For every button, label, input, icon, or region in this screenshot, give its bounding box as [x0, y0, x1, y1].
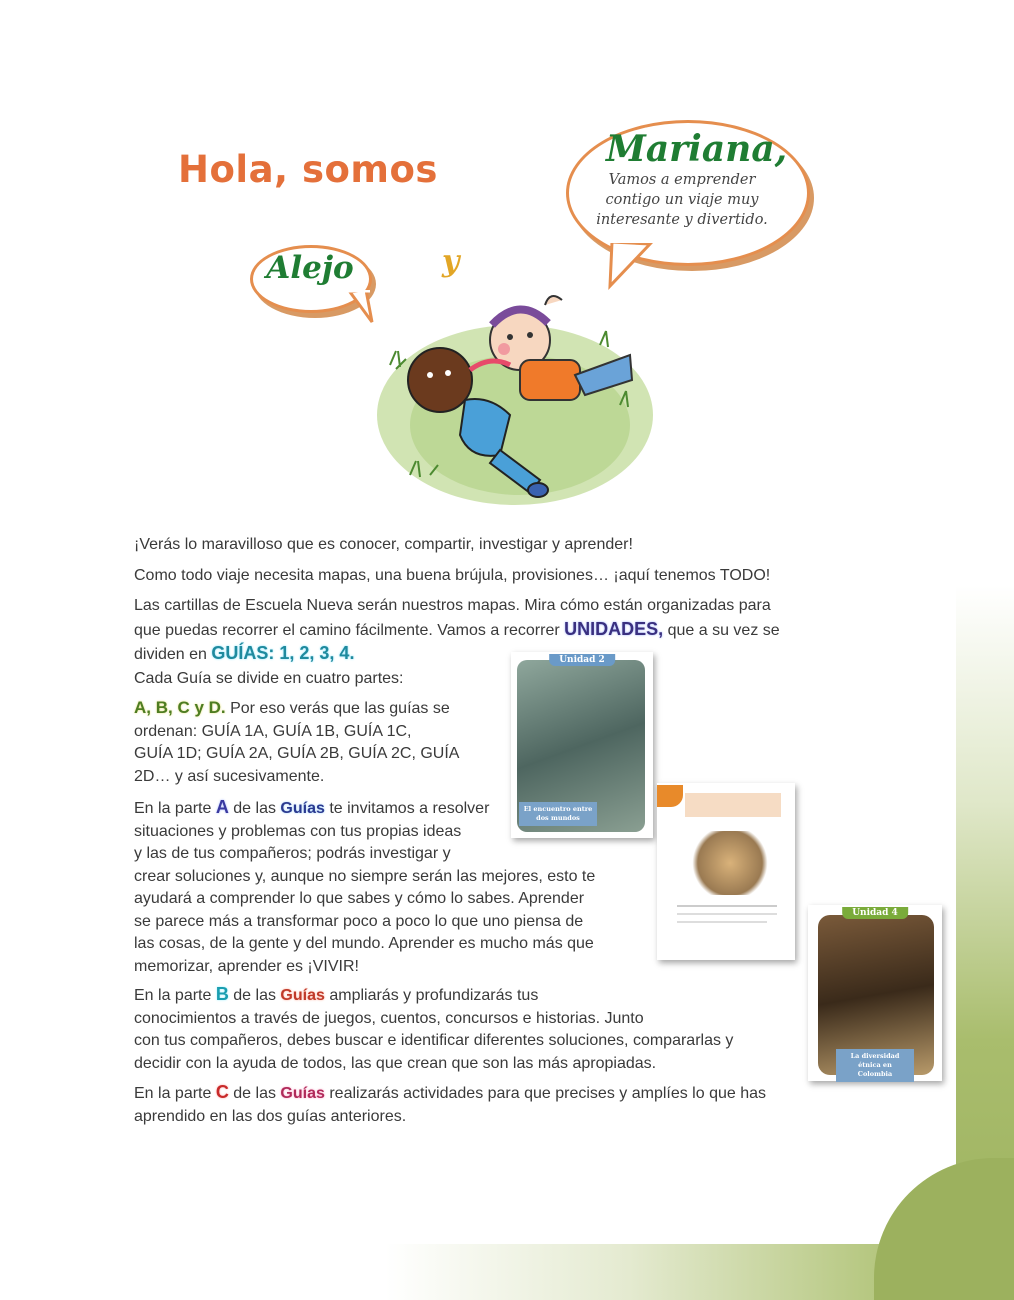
page-side-gradient [956, 0, 1014, 1300]
part-c-paragraph [134, 1081, 789, 1128]
part-b-line-4: decidir con la ayuda de todos, las que crean que son las más apropiadas. [134, 1054, 657, 1072]
part-c-text-2: de las [228, 1085, 281, 1102]
part-c-letter: C [215, 1082, 229, 1102]
guide-page-thumbnail [657, 783, 795, 960]
unidades-highlight: UNIDADES, [564, 618, 664, 639]
page-corner-decoration [874, 1158, 1014, 1300]
part-c-text-3: realizarás actividades para que precises y amplíes lo que has [324, 1085, 767, 1102]
guide-page-line [677, 913, 777, 915]
part-a-line-2: situaciones y problemas con tus propias ideas [134, 822, 462, 840]
guide-page-line [677, 921, 767, 923]
mariana-bubble-tail [606, 240, 666, 290]
unit-4-caption: La diversidad étnica en Colombia [836, 1049, 914, 1082]
page-title: Hola, somos [178, 148, 438, 191]
abcd-highlight: A, B, C y D. [134, 698, 226, 717]
part-b-guias: Guías [280, 987, 325, 1004]
part-c-line-2: aprendido en las dos guías anteriores. [134, 1107, 407, 1125]
connector-y: y [442, 244, 460, 279]
part-a-line-3: y las de tus compañeros; podrás investigar y [134, 845, 451, 862]
part-b-text-2: de las [228, 987, 281, 1004]
alejo-name: Alejo [266, 250, 354, 286]
part-b-paragraph [134, 983, 774, 1075]
part-b-line-2: conocimientos a través de juegos, cuentos, concursos e historias. Junto [134, 1009, 644, 1027]
page-bottom-gradient [0, 1244, 1014, 1300]
part-c-text-1: En la parte [134, 1085, 216, 1102]
part-b-text-3: ampliarás y profundizarás tus [324, 987, 539, 1004]
structure-text-2: que a su vez se dividen en [134, 621, 780, 663]
guias-highlight: GUÍAS: 1, 2, 3, 4. [211, 643, 355, 663]
unit-2-cover-thumbnail [511, 652, 653, 838]
part-b-text-1: En la parte [134, 987, 216, 1004]
order-line-1: Por eso verás que las guías se [225, 700, 450, 717]
mariana-name: Mariana, [606, 128, 788, 170]
order-paragraph [134, 697, 504, 788]
part-a-line-5: ayudará a comprender lo que sabes y cómo lo sabes. Aprender [134, 890, 585, 907]
structure-text-1: Las cartillas de Escuela Nueva serán nuestros mapas. Mira cómo están organizadas para que puedas recorrer el camino fácilmente. Vamos a recorrer [134, 597, 771, 639]
unit-4-label: Unidad 4 [842, 907, 908, 919]
guide-page-tab [657, 785, 683, 807]
part-c-guias: Guías [280, 1085, 325, 1102]
order-line-3: GUÍA 1D; GUÍA 2A, GUÍA 2B, GUÍA 2C, GUÍA [134, 745, 460, 762]
structure-paragraph [134, 595, 789, 667]
guide-page-image [687, 831, 773, 895]
part-a-line-7: las cosas, de la gente y del mundo. Aprender es mucho más que [134, 935, 594, 952]
part-a-line-6: se parece más a transformar poco a poco lo que uno piensa de [134, 912, 584, 930]
children-illustration [370, 285, 660, 515]
intro-paragraph: ¡Verás lo maravilloso que es conocer, compartir, investigar y aprender! [134, 536, 633, 553]
part-a-guias: Guías [280, 800, 325, 817]
guide-page-line [677, 905, 777, 907]
unit-4-cover-thumbnail [808, 905, 942, 1081]
part-a-line-8: memorizar, aprender es ¡VIVIR! [134, 957, 359, 975]
part-a-letter: A [215, 797, 229, 817]
unit-2-label: Unidad 2 [549, 654, 615, 666]
part-b-letter: B [215, 984, 229, 1004]
order-line-2: ordenan: GUÍA 1A, GUÍA 1B, GUÍA 1C, [134, 722, 412, 740]
parts-paragraph: Cada Guía se divide en cuatro partes: [134, 670, 404, 687]
mariana-message: Vamos a emprender contigo un viaje muy interesante y divertido. [596, 172, 768, 228]
part-a-text-3: te invitamos a resolver [324, 800, 490, 817]
unit-2-caption: El encuentro entre dos mundos [519, 802, 597, 826]
part-a-text-1: En la parte [134, 800, 216, 817]
part-a-text-2: de las [228, 800, 281, 817]
guide-page-header-box [685, 793, 781, 817]
part-b-line-3: con tus compañeros, debes buscar e identificar diferentes soluciones, compararlas y [134, 1032, 734, 1049]
maps-paragraph: Como todo viaje necesita mapas, una buena brújula, provisiones… ¡aquí tenemos TODO! [134, 567, 771, 584]
part-a-line-4: crear soluciones y, aunque no siempre serán las mejores, esto te [134, 867, 596, 885]
order-line-4: 2D… y así sucesivamente. [134, 767, 325, 785]
